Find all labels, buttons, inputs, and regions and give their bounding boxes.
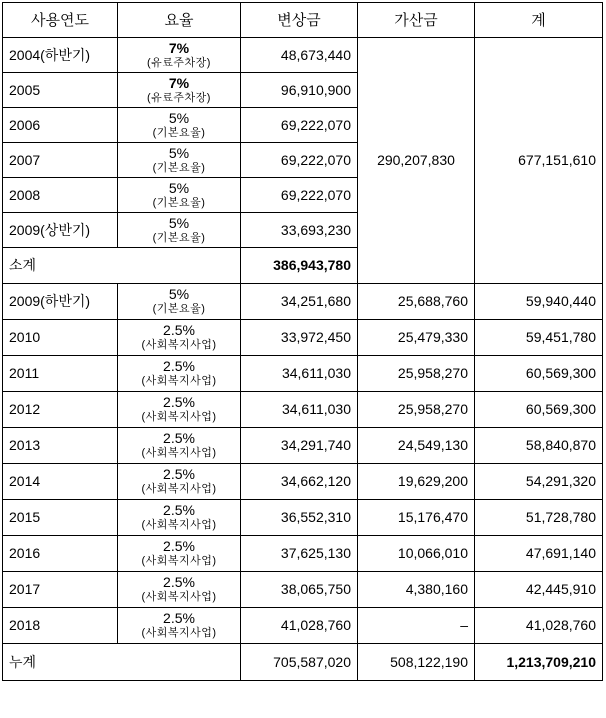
penalty-table	[2, 2, 603, 681]
compensation-cell: 69,222,070	[241, 108, 358, 143]
rate-note: (사회복지사업)	[141, 411, 217, 423]
year-cell: 2007	[3, 143, 118, 178]
rate-value: 2.5%	[163, 322, 195, 338]
additional-cell: 10,066,010	[358, 536, 475, 572]
compensation-cell: 37,625,130	[241, 536, 358, 572]
header-total: 계	[475, 3, 603, 38]
header-year: 사용연도	[3, 3, 118, 38]
early-total-merged: 677,151,610	[475, 38, 603, 284]
grand-total-sum: 1,213,709,210	[475, 644, 603, 681]
rate-value: 2.5%	[163, 430, 195, 446]
compensation-cell: 41,028,760	[241, 608, 358, 644]
rate-cell	[118, 428, 241, 464]
year-cell: 2010	[3, 320, 118, 356]
rate-note: (사회복지사업)	[141, 339, 217, 351]
additional-cell: 24,549,130	[358, 428, 475, 464]
table-row	[3, 572, 603, 608]
compensation-cell: 33,972,450	[241, 320, 358, 356]
total-cell: 51,728,780	[475, 500, 603, 536]
rate-value: 5%	[168, 286, 190, 302]
year-cell: 2008	[3, 178, 118, 213]
total-cell: 41,028,760	[475, 608, 603, 644]
total-cell: 59,940,440	[475, 284, 603, 320]
compensation-cell: 34,662,120	[241, 464, 358, 500]
total-cell: 60,569,300	[475, 356, 603, 392]
rate-value: 5%	[168, 214, 190, 231]
year-cell: 2004(하반기)	[3, 38, 118, 73]
compensation-cell: 34,291,740	[241, 428, 358, 464]
year-cell: 2011	[3, 356, 118, 392]
additional-cell: 25,958,270	[358, 392, 475, 428]
compensation-cell: 33,693,230	[241, 213, 358, 248]
total-cell: 42,445,910	[475, 572, 603, 608]
compensation-cell: 48,673,440	[241, 38, 358, 73]
rate-note: (사회복지사업)	[141, 483, 217, 495]
compensation-cell: 34,611,030	[241, 356, 358, 392]
rate-cell	[118, 356, 241, 392]
compensation-cell: 96,910,900	[241, 73, 358, 108]
year-cell: 2009(하반기)	[3, 284, 118, 320]
grand-total-row	[3, 644, 603, 681]
table-row	[3, 428, 603, 464]
rate-note: (사회복지사업)	[141, 591, 217, 603]
rate-cell	[118, 284, 241, 320]
rate-value: 2.5%	[163, 466, 195, 482]
rate-value: 7%	[168, 74, 190, 91]
table-row	[3, 284, 603, 320]
rate-value: 7%	[168, 39, 190, 56]
total-cell: 54,291,320	[475, 464, 603, 500]
rate-cell	[118, 143, 241, 178]
table-row	[3, 500, 603, 536]
compensation-cell: 38,065,750	[241, 572, 358, 608]
table-row	[3, 320, 603, 356]
rate-note: (기본요율)	[152, 196, 206, 209]
rate-value: 2.5%	[163, 502, 195, 518]
additional-cell: 25,479,330	[358, 320, 475, 356]
compensation-cell: 69,222,070	[241, 178, 358, 213]
rate-note: (사회복지사업)	[141, 447, 217, 459]
year-cell: 2018	[3, 608, 118, 644]
year-cell: 2016	[3, 536, 118, 572]
compensation-cell: 69,222,070	[241, 143, 358, 178]
year-cell: 2012	[3, 392, 118, 428]
rate-value: 2.5%	[163, 394, 195, 410]
rate-cell	[118, 213, 241, 248]
total-cell: 58,840,870	[475, 428, 603, 464]
rate-note: (유료주차장)	[147, 91, 211, 104]
rate-note: (기본요율)	[152, 126, 206, 139]
compensation-cell: 36,552,310	[241, 500, 358, 536]
subtotal-label: 소계	[3, 248, 241, 284]
rate-value: 5%	[168, 179, 190, 196]
rate-note: (사회복지사업)	[141, 519, 217, 531]
rate-value: 2.5%	[163, 574, 195, 590]
header-compensation: 변상금	[241, 3, 358, 38]
grand-total-additional: 508,122,190	[358, 644, 475, 681]
rate-cell	[118, 38, 241, 73]
rate-cell	[118, 608, 241, 644]
year-cell: 2005	[3, 73, 118, 108]
additional-cell: 25,688,760	[358, 284, 475, 320]
rate-value: 5%	[168, 109, 190, 126]
early-additional-merged: 290,207,830	[358, 38, 475, 284]
additional-cell: 15,176,470	[358, 500, 475, 536]
header-rate: 요율	[118, 3, 241, 38]
additional-cell: –	[358, 608, 475, 644]
rate-cell	[118, 572, 241, 608]
additional-cell: 25,958,270	[358, 356, 475, 392]
additional-cell: 19,629,200	[358, 464, 475, 500]
year-cell: 2014	[3, 464, 118, 500]
rate-value: 2.5%	[163, 538, 195, 554]
rate-cell	[118, 73, 241, 108]
rate-cell	[118, 108, 241, 143]
subtotal-compensation: 386,943,780	[241, 248, 358, 284]
grand-total-label: 누계	[3, 644, 241, 681]
rate-note: (기본요율)	[152, 231, 206, 244]
rate-cell	[118, 320, 241, 356]
header-additional: 가산금	[358, 3, 475, 38]
year-cell: 2006	[3, 108, 118, 143]
grand-total-compensation: 705,587,020	[241, 644, 358, 681]
rate-cell	[118, 536, 241, 572]
total-cell: 59,451,780	[475, 320, 603, 356]
table-row	[3, 356, 603, 392]
rate-cell	[118, 500, 241, 536]
table-row	[3, 38, 603, 73]
rate-value: 5%	[168, 144, 190, 161]
rate-cell	[118, 464, 241, 500]
rate-note: (유료주차장)	[147, 56, 211, 69]
year-cell: 2015	[3, 500, 118, 536]
year-cell: 2013	[3, 428, 118, 464]
table-row	[3, 536, 603, 572]
rate-value: 2.5%	[163, 358, 195, 374]
rate-note: (사회복지사업)	[141, 555, 217, 567]
table-row	[3, 464, 603, 500]
compensation-cell: 34,251,680	[241, 284, 358, 320]
rate-note: (기본요율)	[152, 303, 206, 315]
rate-value: 2.5%	[163, 610, 195, 626]
rate-cell	[118, 178, 241, 213]
total-cell: 60,569,300	[475, 392, 603, 428]
compensation-cell: 34,611,030	[241, 392, 358, 428]
additional-cell: 4,380,160	[358, 572, 475, 608]
table-header-row	[3, 3, 603, 38]
table-row	[3, 608, 603, 644]
total-cell: 47,691,140	[475, 536, 603, 572]
rate-cell	[118, 392, 241, 428]
rate-note: (기본요율)	[152, 161, 206, 174]
table-row	[3, 392, 603, 428]
rate-note: (사회복지사업)	[141, 627, 217, 639]
year-cell: 2009(상반기)	[3, 213, 118, 248]
rate-note: (사회복지사업)	[141, 375, 217, 387]
year-cell: 2017	[3, 572, 118, 608]
